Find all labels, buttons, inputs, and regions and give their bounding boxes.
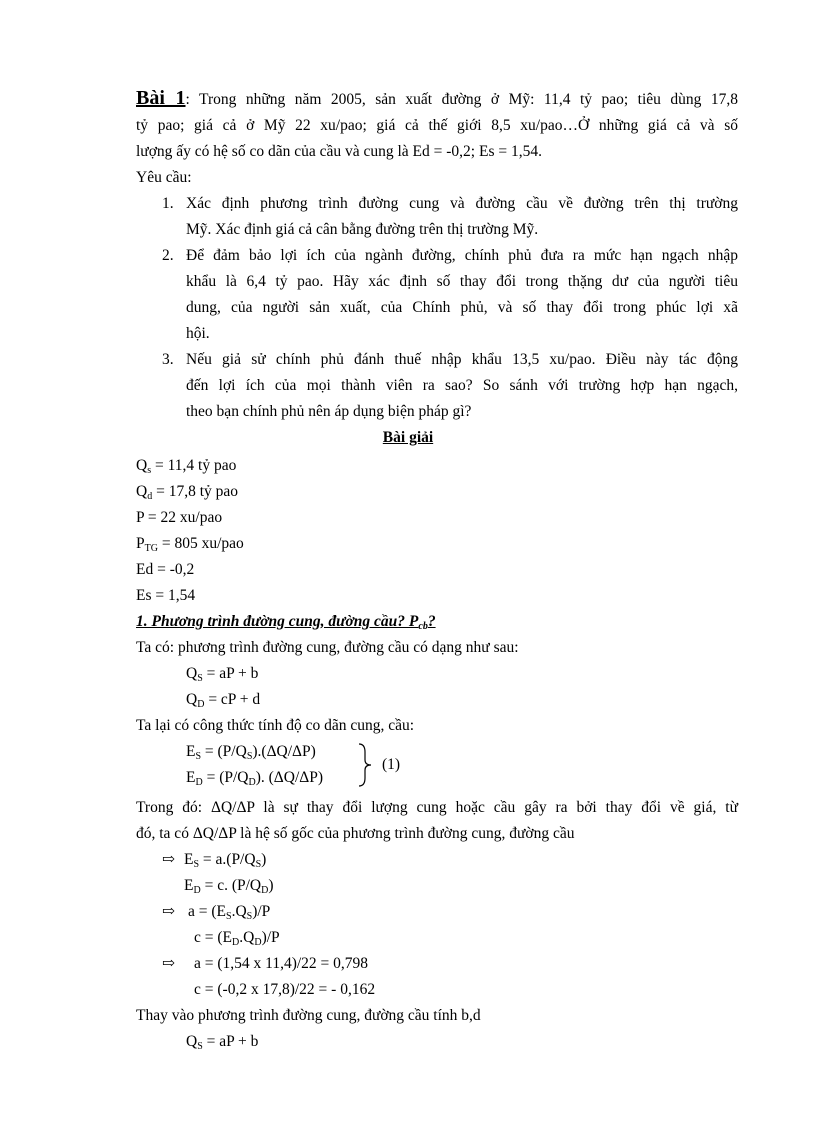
step-2-c: $c = (E_D.Q_D)/P$ bbox=[194, 929, 280, 948]
where-line-1: Trong đó: ΔQ/ΔP là sự thay đổi lượng cung hoặc cầu gây ra bởi thay đổi về giá, từ bbox=[136, 799, 738, 816]
supply-elasticity-formula: $E_S = (P/Q_S).(\Delta Q/\Delta P)$ bbox=[186, 743, 316, 762]
requirement-1-line-1: Xác định phương trình đường cung và đường cầu về đường trên thị trường bbox=[186, 195, 738, 212]
requirement-number: 1. bbox=[162, 195, 174, 212]
requirement-3-line-2: đến lợi ích của mọi thành viên ra sao? So sánh với trường hợp hạn ngạch, bbox=[186, 377, 738, 394]
arrow-right-icon: ⇨ bbox=[162, 903, 175, 920]
exercise-title: Bài 1 bbox=[136, 87, 186, 109]
supply-equation: $Q_S$ = aP + b bbox=[186, 665, 259, 684]
section-1-heading: 1. Phương trình đường cung, đường cầu? $P_{cb}$? bbox=[136, 613, 436, 632]
given-qd: $Q_d = 17,8$ tỷ pao bbox=[136, 483, 239, 502]
given-ed: Ed = -0,2 bbox=[136, 561, 195, 578]
requirement-1-line-2: Mỹ. Xác định giá cả cân bằng đường trên thị trường Mỹ. bbox=[186, 221, 539, 238]
substitute-line: Thay vào phương trình đường cung, đường cầu tính b,d bbox=[136, 1007, 481, 1024]
equation-label: (1) bbox=[382, 756, 401, 773]
requirement-3-line-1: Nếu giả sử chính phủ đánh thuế nhập khẩu 13,5 xu/pao. Điều này tác động bbox=[186, 351, 738, 368]
requirements-label: Yêu cầu: bbox=[136, 169, 192, 186]
step-3-a: ⇨ a = (1,54 x 11,4)/22 = 0,798 bbox=[162, 955, 369, 972]
step-2-a: ⇨ $a = (E_S.Q_S)/P$ bbox=[162, 903, 271, 922]
requirement-number: 3. bbox=[162, 351, 174, 368]
solution-heading: Bài giải bbox=[382, 429, 434, 446]
where-line-2: đó, ta có ΔQ/ΔP là hệ số gốc của phương trình đường cung, đường cầu bbox=[136, 825, 575, 842]
intro-line-3: lượng ấy có hệ số co dãn của cầu và cung là Ed = -0,2; Es = 1,54. bbox=[136, 143, 542, 160]
demand-elasticity-formula: $E_D = (P/Q_D)$. (ΔQ/ΔP) bbox=[186, 769, 324, 788]
arrow-right-icon: ⇨ bbox=[162, 851, 175, 868]
intro-line-1: Bài 1: Trong những năm 2005, sản xuất đường ở Mỹ: 11,4 tỷ pao; tiêu dùng 17,8 bbox=[136, 87, 738, 109]
step-1-es: ⇨ $E_S = a.(P/Q_S)$ bbox=[162, 851, 267, 870]
given-ptg: $P_{TG} = 805$ xu/pao bbox=[136, 535, 244, 554]
given-p: P = 22 xu/pao bbox=[136, 509, 223, 526]
requirement-3-line-3: theo bạn chính phủ nên áp dụng biện pháp gì? bbox=[186, 403, 472, 420]
elasticity-intro: Ta lại có công thức tính độ co dãn cung, cầu: bbox=[136, 717, 415, 734]
section-1-intro: Ta có: phương trình đường cung, đường cầu có dạng như sau: bbox=[136, 639, 519, 656]
step-3-c: c = (-0,2 x 17,8)/22 = - 0,162 bbox=[194, 981, 376, 998]
given-es: Es = 1,54 bbox=[136, 587, 196, 604]
requirement-2-line-1: Để đảm bảo lợi ích của ngành đường, chính phủ đưa ra mức hạn ngạch nhập bbox=[186, 247, 738, 264]
step-1-ed: $E_D = c$. $(P/Q_D)$ bbox=[184, 877, 274, 896]
final-supply-equation: $Q_S$ = aP + b bbox=[186, 1033, 259, 1052]
arrow-right-icon: ⇨ bbox=[162, 955, 175, 972]
requirement-number: 2. bbox=[162, 247, 174, 264]
requirement-2-line-3: dung, của người sản xuất, của Chính phủ, và số thay đổi trong phúc lợi xã bbox=[186, 299, 738, 316]
requirement-2-line-2: khẩu là 6,4 tỷ pao. Hãy xác định số thay đổi trong thặng dư của người tiêu bbox=[186, 273, 738, 290]
intro-line-2: tỷ pao; giá cả ở Mỹ 22 xu/pao; giá cả thế giới 8,5 xu/pao…Ở những giá cả và số bbox=[136, 117, 738, 134]
right-brace-icon bbox=[356, 742, 376, 788]
demand-equation: $Q_D$ = cP + d bbox=[186, 691, 261, 710]
requirement-2-line-4: hội. bbox=[186, 325, 210, 342]
given-qs: $Q_s = 11,4$ tỷ pao bbox=[136, 457, 237, 476]
